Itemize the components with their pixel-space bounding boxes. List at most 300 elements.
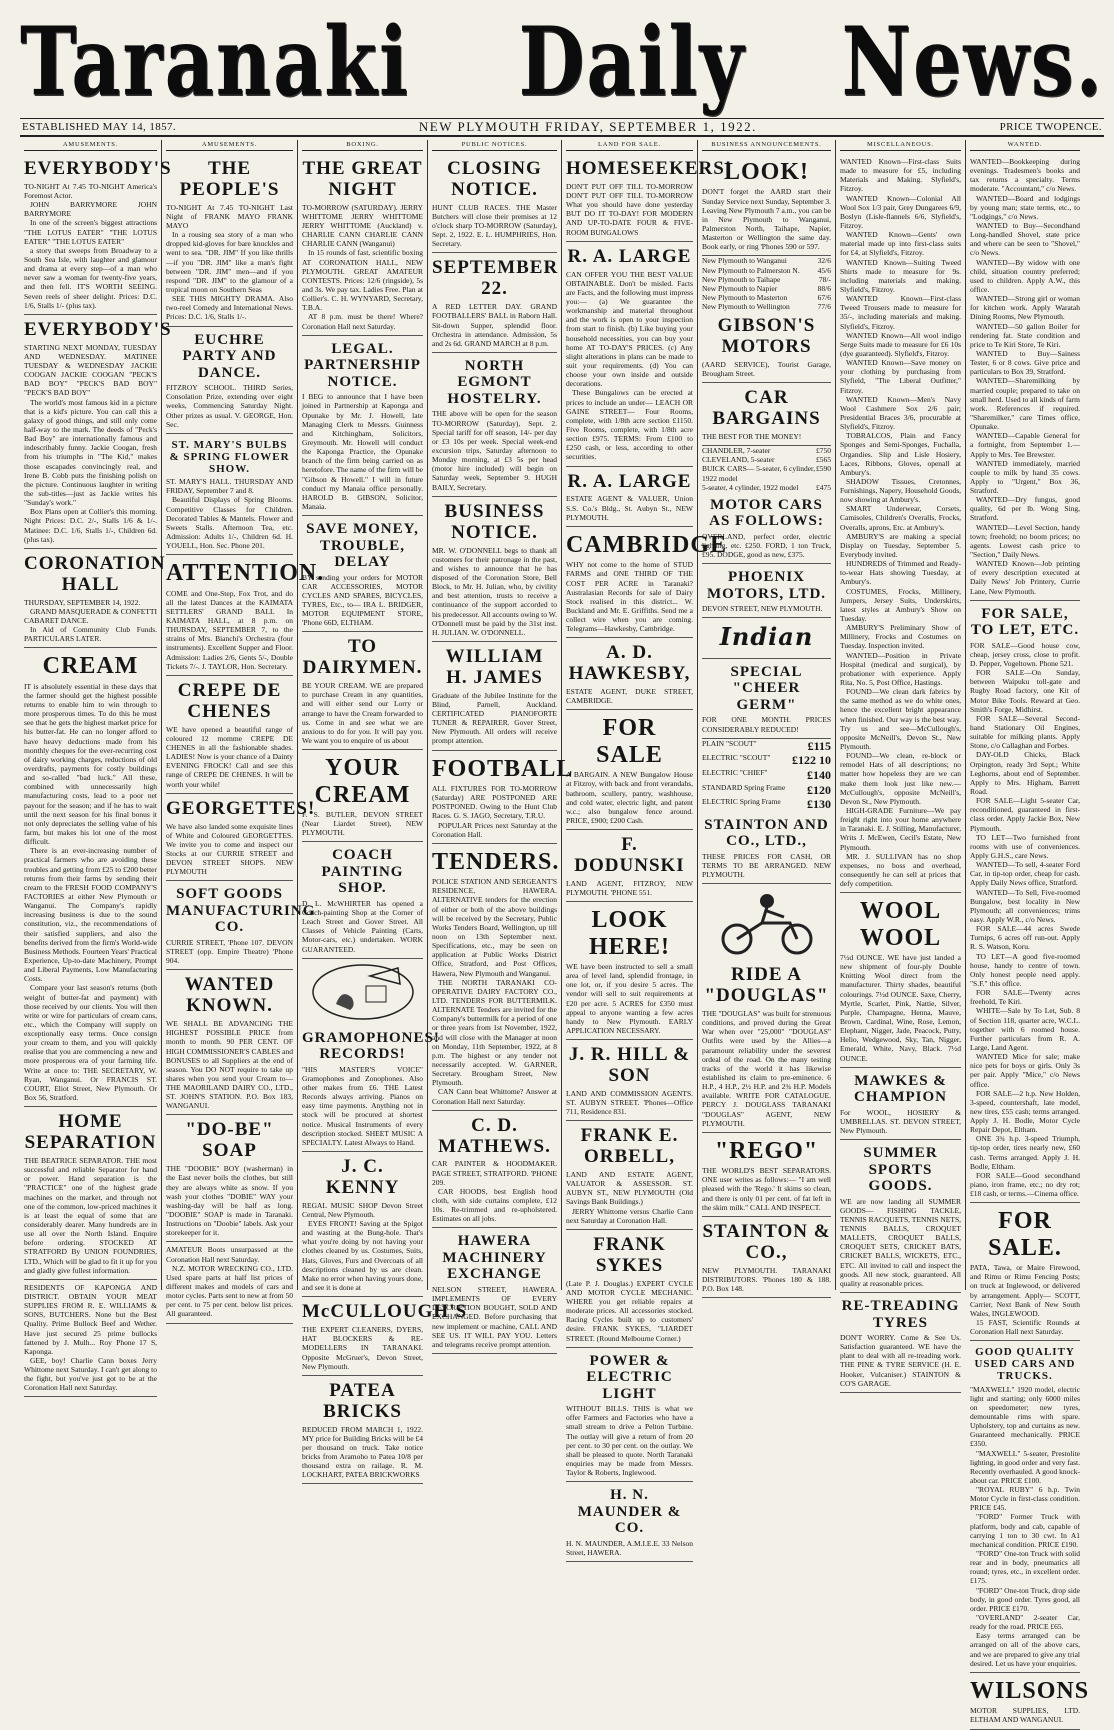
ad-text: TO-NIGHT At 7.45 TO-NIGHT America's Foremost Actor. [24, 181, 157, 201]
ad-text: THESE PRICES FOR CASH, OR TERMS TO BE ARRANGED. NEW PLYMOUTH. [702, 851, 831, 880]
ad-text: FOR SALE—2 h.p. New Holden, 3-speed, countershaft, late model, new tires, £55 cash; terms arranged. Apply J. H. Bodle, Motor Cycle Repair Depot, Eltham. [970, 1088, 1080, 1135]
ad-text: POLICE STATION AND SERGEANT'S RESIDENCE, HAWERA. ALTERNATIVE tenders for the erection of either or both of the above buildings will be received by the Secretary, Public Works Tenders Board, Wellington, up till noon on 13th September next. Specifications, etc., may be seen on application at Public Works District Office, Stratford, and Post Offices, Hawera, New Plymouth and Wanganui. [432, 877, 557, 978]
ad-text: OVERLAND, perfect order, electric lighting, etc. £250. FORD, 1 ton Truck, £95. DODGE, good as new, £375. [702, 531, 831, 560]
bike-price-list-label: STANDARD Spring Frame [702, 782, 786, 792]
advertisement [566, 710, 693, 830]
ad-text: WANTED Known—Gents' own material made up into first-class suits for £4, at Slyfield's, Fitzroy. [840, 230, 961, 258]
ad-text: WITHOUT BILLS. THIS is what we offer Farmers and Factories who have a small stream to drive a Pelton Turbine. The outlay will give a return of from 20 per cent. to 30 per cent. on the outlay. We shall be pleased to quote. North Taranaki enquiries may be made from Messrs. Taylor & Roberts, Inglewood. [566, 1404, 693, 1478]
car-price-list-row [702, 446, 831, 455]
ad-text: WANTED—Capable General for a fortnight, from September 1.—Apply to Mrs. Tee Brewster. [970, 431, 1080, 459]
column-2 [162, 140, 325, 1319]
advertisement [566, 1348, 693, 1483]
fare-list-row [702, 275, 831, 284]
ad-title: J. C. KENNY [325, 1156, 400, 1198]
bike-price-list-label: PLAIN "SCOUT" [702, 738, 757, 748]
fare-list-price: 67/6 [817, 292, 831, 302]
ad-text: ESTATE AGENT & VALUER, Union S.S. Co.'s Bldg., St. Aubyn St., NEW PLYMOUTH. [566, 494, 693, 522]
column-header: WANTED. [970, 140, 1080, 151]
ad-text: TO LET—Two furnished front rooms with use of conveniences. Apply G.H.S., care News. [970, 832, 1080, 860]
fare-list-label: New Plymouth to Napier [702, 283, 778, 293]
ad-text: A BARGAIN. A NEW Bungalow House at Fitzroy, with back and front verandahs, bathroom, scullery, pantry, washhouse, and cold water, electric light, and patent w.c.; also bungalow fence around. PRICE, £900; £200 Cash. [566, 770, 693, 825]
advertisement [566, 1230, 693, 1348]
ad-text: AMATEUR Boots unsurpassed at the Coronation Hall next Saturday. [166, 1245, 293, 1264]
advertisement [166, 555, 325, 676]
advertisement [566, 1482, 693, 1562]
ad-title: J. R. HILL & SON [568, 1044, 691, 1086]
advertisement [566, 902, 693, 1040]
ad-text: In 15 rounds of fast, scientific boxing AT CORONATION HALL, NEW PLYMOUTH. GREAT AMATEUR CONTESTS. Prices: 12/6 (ringside), 5s and 3s. We pay tax. Ladies Free. Plan at Collier's. C. H. WYNYARD, Secretary, T.B.A. [302, 248, 423, 313]
ad-text: TO-MORROW (SATURDAY). JERRY WHITTOME JERRY WHITTOME JERRY WHITTOME (Auckland) v. CHARLIE CANN CHARLIE CANN CHARLIE CANN (Wanganui) [302, 202, 423, 249]
ad-title: FRANK SYKES [593, 1233, 666, 1276]
fare-list-label: New Plymouth to Palmerston N. [702, 265, 800, 275]
ad-text: In one of the screen's biggest attractions "THE LOTUS EATER" "THE LOTUS EATER" "THE LOTUS EATER" [24, 218, 157, 246]
ad-text: (Late P. J. Douglas.) EXPERT CYCLE AND MOTOR CYCLE MECHANIC. WHERE you get reliable repairs at moderate prices. All accessories stocked. Racing Cycles built up to customers' desire. FRANK SYKES, "LIARDET STREET. (Round Melbourne Corner.) [566, 1278, 693, 1343]
advertisement [166, 676, 293, 794]
ad-title: THE PEOPLE'S [179, 158, 280, 200]
masthead [20, 6, 1104, 118]
ad-text: WE are now landing all SUMMER GOODS— FISHING TACKLE, TENNIS RACQUETS, TENNIS NETS, TENNIS BALLS, CROQUET MALLETS, CROQUET BALLS, CROQUET SETS, CRICKET BATS, CRICKET BALLS, WICKETS, ETC., ETC. All invited to call and inspect the goods. All new stock, guaranteed. All quality at reasonable prices. [840, 1196, 961, 1288]
advertisement [840, 1293, 961, 1393]
advertisement [840, 1068, 961, 1140]
ad-text: WANTED to Buy—Secondhand Long-handled Shovel, state price and where can be seen to "Shovel," c/o News. [970, 220, 1080, 258]
ad-text: WE SHALL BE ADVANCING THE HIGHEST POSSIBLE PRICE from month to month. 90 PER CENT. OF HIGH COMMISSIONER'S CABLES and BONUSES to all Suppliers at the end of season. You DO NOT require to take up shares when you send your Cream to— THE MAORILAND DAIRY CO., LTD., ST. JOHN'S STATION. P.O. Box 183, WANGANUI. [166, 1019, 293, 1111]
advertisement [702, 960, 831, 1133]
ad-title: SUMMER SPORTS GOODS. [863, 1145, 938, 1195]
fare-list-price: 88/6 [817, 283, 831, 293]
ad-title: TO DAIRYMEN. [302, 636, 423, 679]
advertisement [702, 812, 831, 884]
advertisement [432, 154, 557, 253]
ad-title: CAMBRIDGE [566, 531, 728, 558]
ad-text: WANTED—50 gallon Boiler for rendering fat. State condition and price to Te Kiri Store, Te Kiri. [970, 321, 1080, 349]
place-date-line: NEW PLYMOUTH FRIDAY, SEPTEMBER 1, 1922. [418, 119, 757, 134]
ad-text: CAR PAINTER & HOODMAKER. PAGE STREET, STRATFORD. 'PHONE 209. [432, 1159, 557, 1187]
advertisement [24, 648, 157, 1107]
ad-text: "HIS MASTER'S VOICE" Gramophones and Zonophones. Also other makes from £6. THE Latest Records always arriving. Pianos on easy time payments. Anything not in stock will be procured at shortest notice. Musical Instruments of every description stocked. SHEET MUSIC A SPECIALTY. Latest Always to Hand. [302, 1064, 423, 1147]
advertisement [702, 1217, 831, 1298]
car-price-list-price: £750 [816, 446, 831, 456]
ad-title: LOOK! [723, 159, 809, 185]
ad-text: WANTED Known—First-class Tweed Trousers made to measure for 35/-, including materials and making. Slyfield's, Fitzroy. [840, 294, 961, 331]
advertisement [166, 327, 293, 434]
ad-text: F. S. BUTLER, DEVON STREET (Near Liardet Street), NEW PLYMOUTH. [302, 809, 423, 838]
ad-text: ALL FIXTURES FOR TO-MORROW (Saturday) ARE POSTPONED ARE POSTPONED. Owing to the Hunt Club Races. G. S. JAGO, Secretary, T.R.U. [432, 783, 557, 821]
advertisement [302, 1152, 423, 1297]
advertisement [432, 497, 557, 642]
ad-text: WANTED Known—Suiting Tweed Shirts made to measure for 9s. including materials and making. Slyfield's, Fitzroy. [840, 257, 961, 294]
ad-title: MAWKES & CHAMPION [854, 1072, 947, 1106]
ad-text: THE BEATRICE SEPARATOR. THE most successful and reliable Separator for hand or power. Hand separation is the "PRACTICE" one of the highest grade machines on the market, and through not one of the common, low-priced machines it is at least the equal of some that are considerably dearer. Many hundreds are in use all over the North Island. Enquire before ordering. STOCKED AT STRATFORD By UNION FOUNDRIES, LTD., Which will be glad to fit it up for you and gladly give fullest information. [24, 1155, 157, 1275]
ad-text: THE EXPERT CLEANERS, DYERS, HAT BLOCKERS & RE-MODELLERS IN TARANAKI. Opposite McGruer's, Devon Street, New Plymouth. [302, 1325, 423, 1371]
advertisement [166, 1115, 293, 1242]
ad-text: WANTED—Dry fungus, good quality, 6d per lb. Wong Sing, Stratford. [970, 495, 1080, 523]
ad-text: HIGH-GRADE Furniture—We pay freight right into your home anywhere in Taranaki. E. J. Stilling, Manufacturer, Writs J. McEwen, Cecil's Estate, New Plymouth. [840, 805, 961, 852]
ad-title: THE GREAT NIGHT [302, 158, 423, 200]
ad-text: DON'T forget the AARD start their Sunday Service next Sunday, September 3. Leaving New Plymouth 7 a.m., you can be in New Plymouth to Wanganui, Palmerston North, Taihape, Napier, Masterton or Wellington the same day. Book early, or ring 'Phones 590 or 597. [702, 187, 831, 252]
ad-text: "ROYAL RUBY" 6 h.p. Twin Motor Cycle in first-class condition. PRICE £45. [970, 1485, 1080, 1513]
column-header: PUBLIC NOTICES. [432, 140, 557, 151]
ad-title: FOR SALE [596, 715, 663, 768]
car-price-list-price: £475 [816, 482, 831, 492]
advertisement [566, 830, 693, 902]
advertisement [702, 154, 831, 256]
ad-text: WANTED to Buy—Sainess Tester, 6 or 8 cows. Give price and particulars to Box 39, Stratford. [970, 348, 1080, 377]
ad-text: "MAXWELL" 1920 model, electric light and starting; only 6000 miles on speedometer; new tyres, demountable rims with spare. Upholstery, top and curtains as new. Guaranteed mechanically. PRICE £350. [970, 1384, 1080, 1449]
ad-title: C. D. MATHEWS. [438, 1114, 551, 1157]
ad-title: EUCHRE PARTY AND DANCE. [182, 331, 277, 381]
ad-text: SHADOW Tissues, Cretonnes, Furnishings, Napery, Household Goods, now showing at Ambury's. [840, 476, 961, 505]
ad-text: CAN Cann beat Whittome? Answer at Coronation Hall next Saturday. [432, 1087, 557, 1106]
ad-text: WANTED—Bookkeeping during evenings. Tradesmen's books and tax returns a specialty. Terms moderate. "Accountant," c/o News. [970, 157, 1080, 194]
advertisement [970, 1341, 1080, 1673]
ad-title: LEGAL. PARTNERSHIP NOTICE. [304, 340, 421, 390]
ad-title: F. DODUNSKI [574, 834, 685, 876]
ad-text: TO LET—A good five-roomed house, handy to centre of town. Only honest people need apply. "S.F." this office. [970, 951, 1080, 988]
advertisement [702, 383, 831, 446]
car-price-list-row [702, 455, 831, 464]
advertisement [302, 336, 423, 516]
ad-text: MOTOR SUPPLIES, LTD. ELTHAM AND WANGANUI. [970, 1706, 1080, 1725]
ad-title: RE-TREADING TYRES [841, 1298, 960, 1331]
ad-text: "FORD" One-ton Truck with solid rear and in body, pneumatics all round; tyres, etc., in excellent order. £175. [970, 1549, 1080, 1586]
ad-text: LAND AGENT, FITZROY, NEW PLYMOUTH. 'PHONE 551. [566, 878, 693, 898]
ad-title: ATTENTION. [166, 560, 325, 587]
ad-title: LOOK HERE! [588, 907, 670, 960]
ad-text: MR. W. O'DONNELL begs to thank all customers for their patronage in the past, and wishes to announce that he has disposed of the Coronation Store, Bell Block, to Mr. H. Julian, who, by civility and best attention, trusts to receive a continuance of the support accorded to his predecessor. All accounts owing to W. O'Donnell must be paid by the 31st inst. H. JULIAN. W. O'DONNELL. [432, 545, 557, 637]
bike-price-list-price: £120 [807, 782, 831, 797]
fare-list-price: 32/6 [817, 256, 831, 266]
advertisement [432, 642, 557, 751]
ad-title: COACH PAINTING SHOP. [321, 847, 404, 897]
car-price-list-label: CLEVELAND, 5-seater [702, 455, 775, 465]
advertisement [566, 1040, 693, 1121]
ad-title: SOFT GOODS MANUFACTURING CO. [166, 886, 316, 936]
ad-title: WILSONS [970, 1677, 1090, 1704]
bike-price-list [702, 739, 831, 812]
columns-container [20, 140, 1104, 1725]
fare-list-row [702, 284, 831, 293]
ad-title: BUSINESS NOTICE. [444, 500, 545, 543]
ad-title: GRAMOPHONES! RECORDS! [302, 1029, 440, 1063]
advertisement [24, 1107, 157, 1280]
advertisement [566, 1121, 693, 1230]
ad-text: THE NORTH TARANAKI CO-OPERATIVE DAIRY FACTORY CO., LTD. TENDERS FOR BUTTERMILK. ALTERNATE Tenders are invited for the Company's buttermilk for a period of one or three years from 1st November, 1922, and will close with the Manager at noon on Monday, 11th September, 1922, at 8 p.m. The highest or any tender not necessarily accepted. W. GARNER, Secretary. Brougham Street, New Plymouth. [432, 977, 557, 1088]
ad-text: A RED LETTER DAY. GRAND FOOTBALLERS' BALL in Raborn Hall. Sit-down Supper, splendid floor. Orchestra in attendance. Admission, 5s and 2s 6d. GRAND MARCH at 8 p.m. [432, 302, 557, 348]
ad-title: H. N. MAUNDER & CO. [577, 1487, 682, 1537]
ad-text: THE "DOUGLAS" was built for strenuous conditions, and proved during the Great War when over "25,000" "DOUGLAS" Outfits were used by the Allies—a paramount reliability under the severest ordeal of the road. On the many testing tracks of the world it has likewise established its claim to pre-eminence. 6 H.P., 4 H.P., 2½ H.P. and 2¾ H.P. Models available. WRITE FOR CATALOGUE. PERCY J. DOUGLASS TARANAKI "DOUGLAS" AGENT, NEW PLYMOUTH. [702, 1008, 831, 1128]
advertisement [166, 154, 293, 327]
ad-text: For WOOL, HOSIERY & UMBRELLAS. ST. DEVON STREET, New Plymouth. [840, 1107, 961, 1135]
advertisement [566, 527, 728, 639]
fare-list-price: 78/- [818, 274, 831, 284]
ad-title: SAVE MONEY, TROUBLE, DELAY [306, 521, 419, 571]
ad-title: CREAM [42, 653, 139, 680]
bike-price-list-price: £140 [807, 767, 831, 782]
gramophone-dog-illustration [308, 962, 418, 1022]
ad-text: "FORD" One-ton Truck, drop side body, in good order. Tyres good, all order. PRICE £170. [970, 1585, 1080, 1613]
ad-title: R. A. LARGE [567, 470, 692, 492]
ad-text: WHY not come to the home of STUD FARMS and ONE THIRD OF THE COST PER ACRE in Taranaki? Australasian Records for sale of Dairy Stock realised in this district... W. Buckland and Mr. E. Griffiths. Send me a collect wire when you are coming. Telegrams—Hawkesby, Cambridge. [566, 560, 693, 634]
car-price-list-label: 5-seater, 4 cylinder, 1922 model [702, 482, 799, 492]
ad-text: STARTING NEXT MONDAY, TUESDAY AND WEDNESDAY. MATINEE TUESDAY & WEDNESDAY JACKIE COOGAN JACKIE COOGAN "PECK'S BAD BOY" "PECK'S BAD BOY" "PECK'S BAD BOY" [24, 342, 157, 398]
ad-text: NELSON STREET, HAWERA. IMPLEMENTS OF EVERY DESCRIPTION BOUGHT, SOLD AND EXCHANGED. Before purchasing that new implement or machine, CALL AND SEE US. IT WILL PAY YOU. Letters and telegrams receive prompt attention. [432, 1284, 557, 1349]
price-line: PRICE TWOPENCE. [999, 121, 1102, 133]
ad-text: COSTUMES, Frocks, Millinery, Jumpers, Jersey Suits, Underskirts, latest styles at Ambury's Show on Tuesday. [840, 586, 961, 624]
bike-price-list-row [702, 797, 831, 812]
ad-title: YOUR CREAM [314, 755, 411, 808]
advertisement [302, 1297, 468, 1376]
ad-title: WILLIAM H. JAMES [445, 645, 544, 688]
column-header: BOXING. [302, 140, 423, 151]
advertisement [24, 315, 172, 549]
ad-title: HOME SEPARATION [24, 1111, 157, 1154]
advertisement [166, 794, 316, 882]
ad-title: WOOL WOOL [859, 898, 942, 951]
ad-text: LAND AND COMMISSION AGENTS. ST. AUBYN STREET. 'Phones—Office 711, Residence 831. [566, 1088, 693, 1117]
ad-text: IT is absolutely essential in these days that the farmer should get the highest possible returns to enable him to win through to more prosperous times. To do this he must see that he gets the highest market price for his butter-fat. He can no longer afford to have heavy deductions made from his monthly cheques for the ever-recurring cost of dairy working charges, reductions of old overdrafts, payments for costly buildings and so-called "bad luck." All these, combined with unnecessarily high manufacturing costs, lead to a poor net payout for the season; and if he has to wait until the next season for his final bonus it not only depreciates the selling value of his farm, but makes his lot one of the most difficult. [24, 681, 157, 847]
advertisement [432, 253, 557, 352]
advertisement [432, 1228, 557, 1353]
ad-text: Easy terms arranged can be arranged on all of the above cars, and we are prepared to give any trial desired. Let us have your enquiries. [970, 1631, 1080, 1668]
car-price-list [702, 446, 831, 492]
ad-text: DAY-OLD Chicks, Black Orpington, ready 3rd Sept.; White Leghorns, about end of September. Apply to Mrs. Higham, Barrett Road. [970, 750, 1080, 796]
column-header: BUSINESS ANNOUNCEMENTS. [702, 140, 831, 151]
ad-text: (AARD SERVICE), Tourist Garage, Brougham Street. [702, 360, 831, 379]
advertisement [24, 549, 166, 648]
ad-text: WE have opened a beautiful range of coloured 12 momme CREPE DE CHENES in all the fashionable shades. LADIES! Now is your chance of a Dainty EVENING FROCK! Call and see this range of CREPE DE CHENES. It will be worth your while! [166, 724, 293, 789]
ad-text: TOBRALCOS, Plain and Fancy Sponges and Semi-Sponges, Fuchalla, Organdies. Slip and Lisle Hosiery, Laces, Ribbons, Gloves, openall at Ambury's. [840, 431, 961, 477]
advertisement [432, 844, 560, 1111]
ad-text: FOR SALE—Good secondhand piano, iron frame, etc.; no dry rot; £18 cash, or terms.—Cinema office. [970, 1170, 1080, 1199]
ad-text: WHITE—Sale by To Let, Sub. 8 of Section 118, quarter acre, W.C.L. together with 6 roomed house. Further particulars from R. A. Large, Land Agent. [970, 1006, 1080, 1052]
car-price-list-row [702, 464, 831, 482]
car-price-list-label: BUICK CARS— 5-seater, 6 cylinder, 1922 model [702, 464, 816, 483]
ad-text: FOR ONE MONTH. PRICES CONSIDERABLY REDUCED! [702, 715, 831, 734]
bike-price-list-row [702, 753, 831, 768]
advertisement [970, 601, 1080, 1204]
ad-title: SPECIAL "CHEER GERM" [730, 663, 803, 713]
ad-text: The world's most famous kid in a picture that is a kid's picture. You can call this a galaxy of good things, and still only come half-way to the mark. The deeds of "Peck's Bad Boy" are internationally famous and indescribably funny. Jackie Coogan, fresh from his triumphs in "The Kid," makes those escapades convincingly real, and Irene B. Cobb puts the finishing polish on the picture. Continuous laughter in writing the sub-titles—just as Jackie writes his "Sunday's work." [24, 397, 157, 508]
advertisement [166, 1242, 293, 1323]
ad-title: "DO-BE" SOAP [185, 1119, 274, 1162]
advertisement [840, 1140, 961, 1293]
ad-text: Beautiful Displays of Spring Blooms. Competitive Classes for Children. Decorated Tables & Mantels. Flower and Sweets Stalls. Afternoon Tea, etc. Admission: Adults 1/-, Children 6d. H. YOUELL, Hon. Sec. Phone 201. [166, 495, 293, 551]
ad-text: AT 8 p.m. must be there! Where? Coronation Hall next Saturday. [302, 312, 423, 331]
ad-title: EVERYBODY'S [24, 158, 172, 179]
advertisement [566, 467, 693, 527]
ad-title: FOR SALE. [988, 1208, 1062, 1261]
ad-text: WANTED—Strong girl or woman for kitchen work. Apply Waratah Dining Rooms, New Plymouth. [970, 294, 1080, 322]
ad-text: BE YOUR CREAM. WE are prepared to purchase Cream in any quantities, and will either send our Lorry or arrange to have the Cream forwarded to us. Come in and see what we are anxious to do for you. It will pay you. We want you to enquire of us about [302, 681, 423, 746]
ad-title: GOOD QUALITY USED CARS AND TRUCKS. [974, 1346, 1076, 1383]
ad-text: POPULAR Prices next Saturday at the Coronation Hall. [432, 820, 557, 839]
ad-text: I BEG to announce that I have been joined in Partnership at Kaponga and Opunake by Mr. J. Howell, late Managing Clerk to Messrs. Guinness and Kitchingham, Solicitors, Greymouth. Mr. Howell will conduct the Kaponga Practice, the Opunake branch of the firm being carried on as heretofore. The name of the firm will be "Gibson & Howell." I will in future conduct my Manaia office personally. HAROLD B. GIBSON, Solicitor, Manaia. [302, 392, 423, 511]
car-price-list-price: £565 [816, 455, 831, 465]
advertisement [566, 638, 693, 710]
car-price-list-price: £590 [816, 464, 831, 474]
ad-text: THE WORLD'S BEST SEPARATORS. ONE user writes as follows:— "I am well pleased with the 'Rego.' It skims so clean, and there is only 01 per cent. of fat left in the skim milk." CALL AND INSPECT. [702, 1166, 831, 1212]
ad-title: MOTOR CARS AS FOLLOWS: [709, 496, 824, 530]
bike-price-list-price: £122 10 [792, 753, 831, 768]
car-price-list-row [702, 483, 831, 492]
ad-title: EVERYBODY'S [24, 318, 172, 340]
ad-text: "FORD" Former Truck with platform, body and cab, capable of carrying 1 ton to 30 cwt. In A1 mechanical condition. PRICE £190. [970, 1512, 1080, 1549]
ad-text: DON'T PUT OFF TILL TO-MORROW DON'T PUT OFF TILL TO-MORROW What you should have done yesterday BUT DO IT TO-DAY! FOR MODERN AND UP-TO-DATE FOUR & FIVE-ROOM BUNGALOWS [566, 181, 693, 237]
ad-text: WE have been instructed to sell a small area of level land, splendid frontage, in one lot, or, if you desire 5 acres. The vendor will sell to suit requirements at £20 per acre. 5 ACRES for £350 must appeal to anyone wanting a few acres handy to New Plymouth. EARLY APPLICATION NECESSARY. [566, 961, 693, 1035]
ad-text: AMBURY'S Preliminary Show of Millinery, Frocks and Costumes on Tuesday. Inspection invited. [840, 623, 961, 651]
bike-price-list-price: £115 [807, 738, 831, 753]
advertisement [302, 154, 423, 336]
ad-title: PATEA BRICKS [323, 1379, 402, 1422]
masthead-word-news: News. [841, 5, 1104, 117]
ad-text: CURRIE STREET, 'Phone 107. DEVON STREET (opp. Empire Theatre) 'Phone 904. [166, 937, 293, 966]
fare-list-price: 77/6 [817, 302, 831, 312]
advertisement [702, 564, 831, 618]
column-7 [836, 140, 966, 1388]
ad-text: FOR SALE—Several Second-hand Stationary Oil Engines, suitable for milking plants. Apply Stone, c/o Callaghan and Forbes. [970, 713, 1080, 751]
ad-text: WANTED—To Sell, Five-roomed Bungalow, best locality in New Plymouth; all conveniences; trims easy. Apply W.R., c/o News. [970, 887, 1080, 924]
advertisement [566, 154, 733, 242]
ad-title: HOMESEEKERS! [566, 158, 733, 179]
ad-text: CAR HOODS, best English hood cloth, with side curtains complete, £12 10s. Re-trimmed and re-upholstered. Estimates on all jobs. [432, 1186, 557, 1224]
ad-title: FRANK E. ORBELL, [580, 1125, 679, 1168]
advertisement [166, 970, 293, 1115]
ad-title: CORONATION HALL [24, 552, 166, 595]
ad-text: 15 FAST, Scientific Rounds at Coronation Hall next Saturday. [970, 1317, 1080, 1337]
advertisement [702, 618, 831, 658]
bike-price-list-price: £130 [807, 797, 831, 812]
ad-title: R. A. LARGE [567, 245, 692, 267]
column-header: AMUSEMENTS. [166, 140, 293, 151]
ad-text: "OVERLAND" 2-seater Car, ready for the road. PRICE £65. [970, 1613, 1080, 1632]
advertisement [702, 311, 831, 383]
fare-list [702, 256, 831, 311]
ad-text: H. N. MAUNDER, A.M.I.E.E. 33 Nelson Street, HAWERA. [566, 1538, 693, 1557]
ad-text: HUNT CLUB RACES. THE Master Butchers will close their premises at 12 o'clock sharp TO-MORROW (Saturday), Sept. 2, 1922. E. L. HUMPHRIES, Hon. Secretary. [432, 202, 557, 249]
advertisement [24, 154, 172, 315]
ad-title: POWER & ELECTRIC LIGHT [586, 1352, 673, 1402]
ad-text: WANTED Known—Save money on your clothing by purchasing from Slyfield, "The Liberal Outfitter," Fitzroy. [840, 358, 961, 395]
ad-text: EYES FRONT! Saving at the Spigot and wasting at the Bung-hole. That's what you're doing by not having your clothes cleaned by us. Costumes, Suits, Hats, Gloves, Furs and Overcoats of all descriptions cleaned by us are clean. Make no error when having yours done, and see it is done at [302, 1219, 423, 1293]
ad-text: WANTED—By widow with one child, situation country preferred; used to children. Apply A.W., this office. [970, 257, 1080, 294]
ad-text: REDUCED FROM MARCH 1, 1922. MY price for Building Bricks will be £4 per thousand on truck. Take notice bricks from Aramoho to Patea 10/8 per thousand extra on railage. R. M. LOCKHART, PATEA BRICKWORKS [302, 1424, 423, 1480]
ad-title: WANTED KNOWN. [184, 974, 275, 1017]
advertisement [432, 751, 574, 844]
ad-title: CREPE DE CHENES [177, 679, 282, 722]
fare-list-row [702, 293, 831, 302]
ad-text: WANTED—Sharemilking by married couple; prepared to take on small herd. Used to all kinds of farm work. References if required. "Sharemilker," care Times office, Opunake. [970, 376, 1080, 432]
ad-text: COME and One-Step, Fox Trot, and do all the latest Dances at the KAIMATA SETTLERS' GRAND BALL In KAIMATA HALL, at 8 p.m. on THURSDAY, SEPTEMBER 7, to the strains of Mrs. Bianchi's Orchestra (four instruments). Excellent Supper and Floor. Admission: Ladies 2/6, Gents 5/-, Double Tickets 7/-. J. TAYLOR, Hon. Secretary. [166, 588, 293, 671]
advertisement [302, 632, 423, 750]
advertisement [302, 750, 423, 842]
advertisement [840, 154, 961, 893]
ad-text: 7½d OUNCE. WE have just landed a new shipment of four-ply Double Knitting Wool direct from the manufacturer. Thirty shades, beautiful colourings. 7½d OUNCE. Saxe, Cherry, Myrtle, Scarlet, Pink, Nattie, Silver, Purple, Champagne, Henna, Mauve, Brown, Cardinal, Wine, Rose, Lemon, Elephant, Nigger, Jade, Peacock, Putty, Helio, Wedgewood, Sky, Tan, Nigger, Emerald, White, Navy, Black. 7½d OUNCE. [840, 953, 961, 1063]
ad-text: MR. J. SULLIVAN has no shop expenses, no boss and overhead, consequently he can sell at prices that defy competition. [840, 851, 961, 889]
ad-text: SEE THIS MIGHTY DRAMA. Also two-reel Comedy and International News. Prices: D.C. 1/6, Stalls 1/-. [166, 294, 293, 322]
ad-text: CAN OFFER YOU THE BEST VALUE OBTAINABLE. Don't be misled. Facts are Facts, and the following must impress you:— (a) We guarantee the workmanship and material throughout and the work is open to your inspection from start to finish. (b) Like buying your household necessities, you can buy your home AT TO-DAY'S PRICES. (c) Any slight alterations in plans can be made to suit your requirements. (d) You can choose your own inside and outside decorations. [566, 269, 693, 389]
ad-text: WANTED Known—Job printing of every description executed at Daily News' Job Printery, Currie Lane, New Plymouth. [970, 559, 1080, 596]
bike-price-list-row [702, 783, 831, 798]
established-line: ESTABLISHED MAY 14, 1857. [22, 121, 177, 133]
ad-text: TO-NIGHT At 7.45 TO-NIGHT Last Night of FRANK MAYO FRANK MAYO [166, 202, 293, 231]
motorcycle-rider-illustration [712, 887, 822, 957]
ad-text: We have also landed some exquisite lines of White and Coloured GEORGETTES. We invite you to come and inspect our Stocks at our CURRIE STREET and DEVON STREET SHOPS. NEW PLYMOUTH [166, 821, 293, 877]
bike-price-list-label: ELECTRIC "SCOUT" [702, 753, 771, 763]
ad-text: GEE, boy! Charlie Cann boxes Jerry Whittome next Saturday. I can't get along to the fight, but you've just got to be at the Coronation Hall next Saturday. [24, 1355, 157, 1393]
ad-text: These Bungalows can be erected at prices to include an under— LEACH OR GAINE STREET— Four Rooms, complete, with 1/8th acre section £1150. Five Rooms, complete, with 1/8th acre section £975. TERMS: From £100 to £250 cash, or less, according to other securities. [566, 388, 693, 462]
ad-text: THE "DOOBIE" BOY (washerman) in the East never boils the clothes, but still they are always white as snow. If you wash your clothes "DOBIE" WAY your washing-day will be half as long. "DOOBIE" SOAP is made in Taranaki. Instructions on "Doobie" labels. Ask your storekeeper for it. [166, 1164, 293, 1238]
advertisement [970, 154, 1080, 601]
ad-text: ESTATE AGENT, DUKE STREET, CAMBRIDGE. [566, 687, 693, 706]
ad-text: In Aid of Community Club Funds. PARTICULARS LATER. [24, 625, 157, 644]
advertisement [432, 353, 557, 497]
ad-text: a story that sweeps from Broadway to a South Sea Isle, with laughter and glamour and drama at every step—of a man who never saw a woman for twenty-five years, and then fell. IT'S WORTH SEEING. Seven reels of sheer delight. Prices: D.C. 1/6, Stalls 1/- (plus tax). [24, 245, 157, 310]
ad-text: N.Z. MOTOR WRECKING CO., LTD. Used spare parts at half list prices of different makes and models of cars and motor cycles. Parts sent to new at from 50 per cent. to 75 per cent. below list prices. All guaranteed. [166, 1263, 293, 1319]
fare-list-row [702, 266, 831, 275]
fare-list-label: New Plymouth to Masterton [702, 292, 788, 302]
ad-text: WANTED—Board and lodgings by young man; state terms, etc., to "Lodgings," c/o News. [970, 193, 1080, 221]
ad-text: FOR SALE—On Sunday, between Waipuku toll-gate and Rugby Road factory, one Kit of Motor Bike Tools. Reward at Geo. Smith's Forge, Midhirst. [970, 668, 1080, 714]
masthead-word-taranaki: Taranaki [20, 5, 410, 117]
ad-text: RESIDENTS OF KAPONGA AND DISTRICT. OBTAIN YOUR MEAT SUPPLIES FROM R. E. WILLIAMS & SONS, BUTCHERS. None but the Best Quality. Prime Bullock Beef and Wether. Have just secured 25 prime bullocks fattened by J. Mulh... Roy Phone 17 S, Kaponga. [24, 1282, 157, 1356]
ad-title: RIDE A "DOUGLAS" [704, 964, 829, 1007]
masthead-word-daily: Daily [518, 5, 746, 117]
ad-text: WANTED Mice for sale; make nice pets for boys or girls. Only 3s per pair. Apply "Mice," c/o News office. [970, 1052, 1080, 1089]
column-4 [428, 140, 574, 1349]
advertisement [840, 893, 961, 1067]
ad-text: DON'T WORRY. Come & See Us. Satisfaction guaranteed. WE have the plant to deal with all re-treading work. THE PINE & TYRE SERVICE (H. E. Hooker, Vulcaniser.) STAINTON & CO'S GARAGE. [840, 1333, 961, 1388]
ad-text: WANTED—Position in Private Hospital (medical and surgical), by probationer with experience. Apply Rita, No. 5, Post Office, Hastings. [840, 650, 961, 688]
ad-text: ST. MARY'S HALL. THURSDAY AND FRIDAY, September 7 and 8. [166, 477, 293, 496]
ad-text: There is an ever-increasing number of practical farmers who are avoiding these troubles and getting from £25 to £200 better returns from their farms by sending their cream to the FRESH FOOD COMPANY'S FACTORIES at either New Plymouth or Wanganui. The Company's rapidly increasing business is due to the sound constitution, viz., the recommendations of their satisfied suppliers, and also the benefits derived from the firm's World-wide Business Methods. Fourteen Years' Practical Experience, Up-to-date Machinery, Prompt and Liberal Payments, Low Manufacturing Costs. [24, 846, 158, 984]
ad-text: WANTED Known—Colonial All Wool Sox 1/3 pair, Grey Dungarees 6/9, Boslyn (Lisle-flannels 6/6, Slyfield's, Fitzroy. [840, 193, 961, 230]
ad-text: WANTED—Level Section, handy town; freehold; no boom prices; no agents. Lowest cash price to "Section," Daily News. [970, 522, 1080, 560]
ad-title: STAINTON & CO., [702, 1220, 831, 1263]
ad-text: WANTED Known—All wool indigo Serge Suits made to measure for £6 10s (dye guaranteed). Slyfield's, Fitzroy. [840, 330, 961, 358]
ad-text: JOHN BARRYMORE JOHN BARRYMORE [24, 200, 157, 219]
ad-title: FOR SALE, TO LET, ETC. [970, 605, 1080, 639]
advertisement [302, 516, 423, 632]
ad-text: FOUND—We clean, re-block or remodel Hats of all descriptions; no matter how hopeless they are we can make them look just like new.—McCullough's, opposite McNeill's, Devon St., New Plymouth. [840, 751, 961, 806]
bike-price-list-label: ELECTRIC Spring Frame [702, 797, 781, 807]
ad-text: FOR SALE—44 acres Swede Turnips, 6 acres off run-out. Apply R. S. Watson, Koru. [970, 924, 1080, 952]
ad-text: NEW PLYMOUTH. TARANAKI DISTRIBUTORS. 'Phones 180 & 188. P.O. Box 148. [702, 1265, 831, 1293]
column-6 [698, 140, 836, 1293]
fare-list-label: New Plymouth to Taihape [702, 274, 781, 284]
ad-title: Indian [719, 622, 814, 652]
bike-price-list-row [702, 739, 831, 754]
fare-list-row [702, 256, 831, 265]
ad-title: CAR BARGAINS [712, 387, 821, 430]
ad-title: NORTH EGMONT HOSTELRY. [447, 357, 542, 407]
ad-text: WANTED Known—First-class Suits made to measure for £5, including Materials and Making. Slyfield's, Fitzroy. [840, 157, 961, 194]
fare-list-label: New Plymouth to Wellington [702, 302, 790, 312]
ad-text: ONE 3¾ h.p. 3-speed Triumph, tip-top order, tires nearly new, £60 cash. Terms arranged. Apply J. H. Bodle, Eltham. [970, 1134, 1080, 1171]
ad-text: SMART Underwear, Corsets, Camisoles, Children's Overalls, Frocks, Overalls, aprons, Etc. at Ambury's. [840, 504, 961, 532]
ad-text: Box Plans open at Collier's this morning. Night Prices: D.C. 2/-, Stalls 1/6 & 1/-. Matinee: D.C. 1/6, Stalls 1/-, Children 6d. (plus tax). [24, 507, 157, 544]
advertisement [302, 1025, 440, 1152]
ad-text: THURSDAY, SEPTEMBER 14, 1922. [24, 597, 141, 607]
ad-text: FOR SALE—Twenty acres freehold, Te Kiri. [970, 988, 1080, 1007]
ad-text: HUNDREDS of Trimmed and Ready-to-wear Hats showing Tuesday, at Ambury's. [840, 559, 961, 587]
fare-list-row [702, 302, 831, 311]
fare-list-price: 45/6 [817, 265, 831, 275]
ad-title: SEPTEMBER 22. [432, 257, 559, 300]
ad-text: AMBURY'S are making a special Display on Tuesday, September 5. Everybody invited. [840, 531, 961, 560]
bike-price-list-label: ELECTRIC "CHIEF" [702, 767, 768, 777]
ad-text: WANTED—To sell, 4-seater Ford Car, in tip-top order, cheap for cash. Apply Daily News office, Stratford. [970, 860, 1080, 888]
ad-text: WANTED Known—Men's Navy Wool Cashmere Sox 2/6 pair; Presidential Braces 3/6, procurable at Slyfield's, Fitzroy. [840, 394, 961, 432]
